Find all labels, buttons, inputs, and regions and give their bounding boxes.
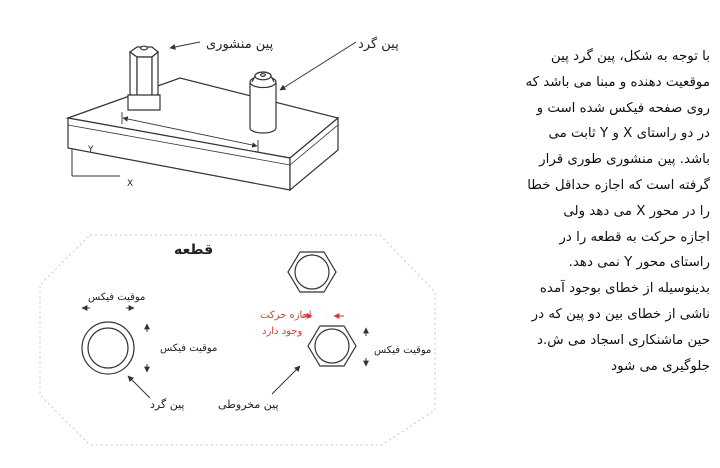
description-line: ناشی از خطای بین دو پین که در xyxy=(531,306,710,322)
axis-y-label: Y xyxy=(88,145,94,155)
label-fixed-left-side: موقیت فیکس xyxy=(160,343,218,354)
leader-diamond-pin xyxy=(170,42,200,48)
label-fixed-right: موقیت فیکس xyxy=(374,345,432,356)
label-movement-1: اجازه حرکت xyxy=(260,310,312,321)
leader-round-pin xyxy=(280,42,356,90)
description-line: باشد. پین منشوری طوری قرار xyxy=(539,152,710,168)
description-line: موقعیت دهنده و مبنا می باشد که xyxy=(525,74,710,90)
description-line: اجازه حرکت به قطعه را در xyxy=(559,229,710,245)
label-round-pin-bottom: پین گرد xyxy=(150,398,185,411)
description-line: حین ماشنکاری اسجاد می ش.د xyxy=(537,332,710,348)
description-line: بدینوسیله از خطای بوجود آمده xyxy=(539,281,710,297)
description-line: روی صفحه فیکس شده است و xyxy=(536,100,710,116)
leader-round-pin-bottom xyxy=(128,376,150,398)
cone-pin-bottom-section xyxy=(308,326,356,366)
part-title: قطعه xyxy=(174,242,214,258)
description-line: در دو راستای X و Y ثابت می xyxy=(548,126,710,142)
axis-x-label: X xyxy=(127,179,134,189)
description-line: گرفته است که اجازه حداقل خطا xyxy=(527,177,710,193)
round-pin-3d xyxy=(250,72,276,133)
leader-cone-pin xyxy=(272,366,300,394)
label-cone-pin: پین مخروطی xyxy=(218,398,279,411)
description-line: راستای محور Y نمی دهد. xyxy=(568,255,710,271)
cone-pin-top-section xyxy=(288,252,336,292)
label-fixed-left-top: موقیت فیکس xyxy=(88,292,146,303)
description-paragraph xyxy=(478,44,710,379)
description-line: با توجه به شکل، پین گرد پین xyxy=(550,49,710,64)
label-movement-2: وجود دارد xyxy=(262,326,303,337)
description-line: جلوگیری می شود xyxy=(611,358,710,374)
label-diamond-pin: پین منشوری xyxy=(206,37,274,52)
description-line: را در محور X می دهد ولی xyxy=(563,203,710,219)
diamond-pin-3d xyxy=(128,46,160,110)
round-pin-section xyxy=(82,322,134,374)
fixture-plate xyxy=(68,78,338,190)
label-round-pin: پین گرد xyxy=(358,37,399,52)
part-outline xyxy=(40,235,435,445)
